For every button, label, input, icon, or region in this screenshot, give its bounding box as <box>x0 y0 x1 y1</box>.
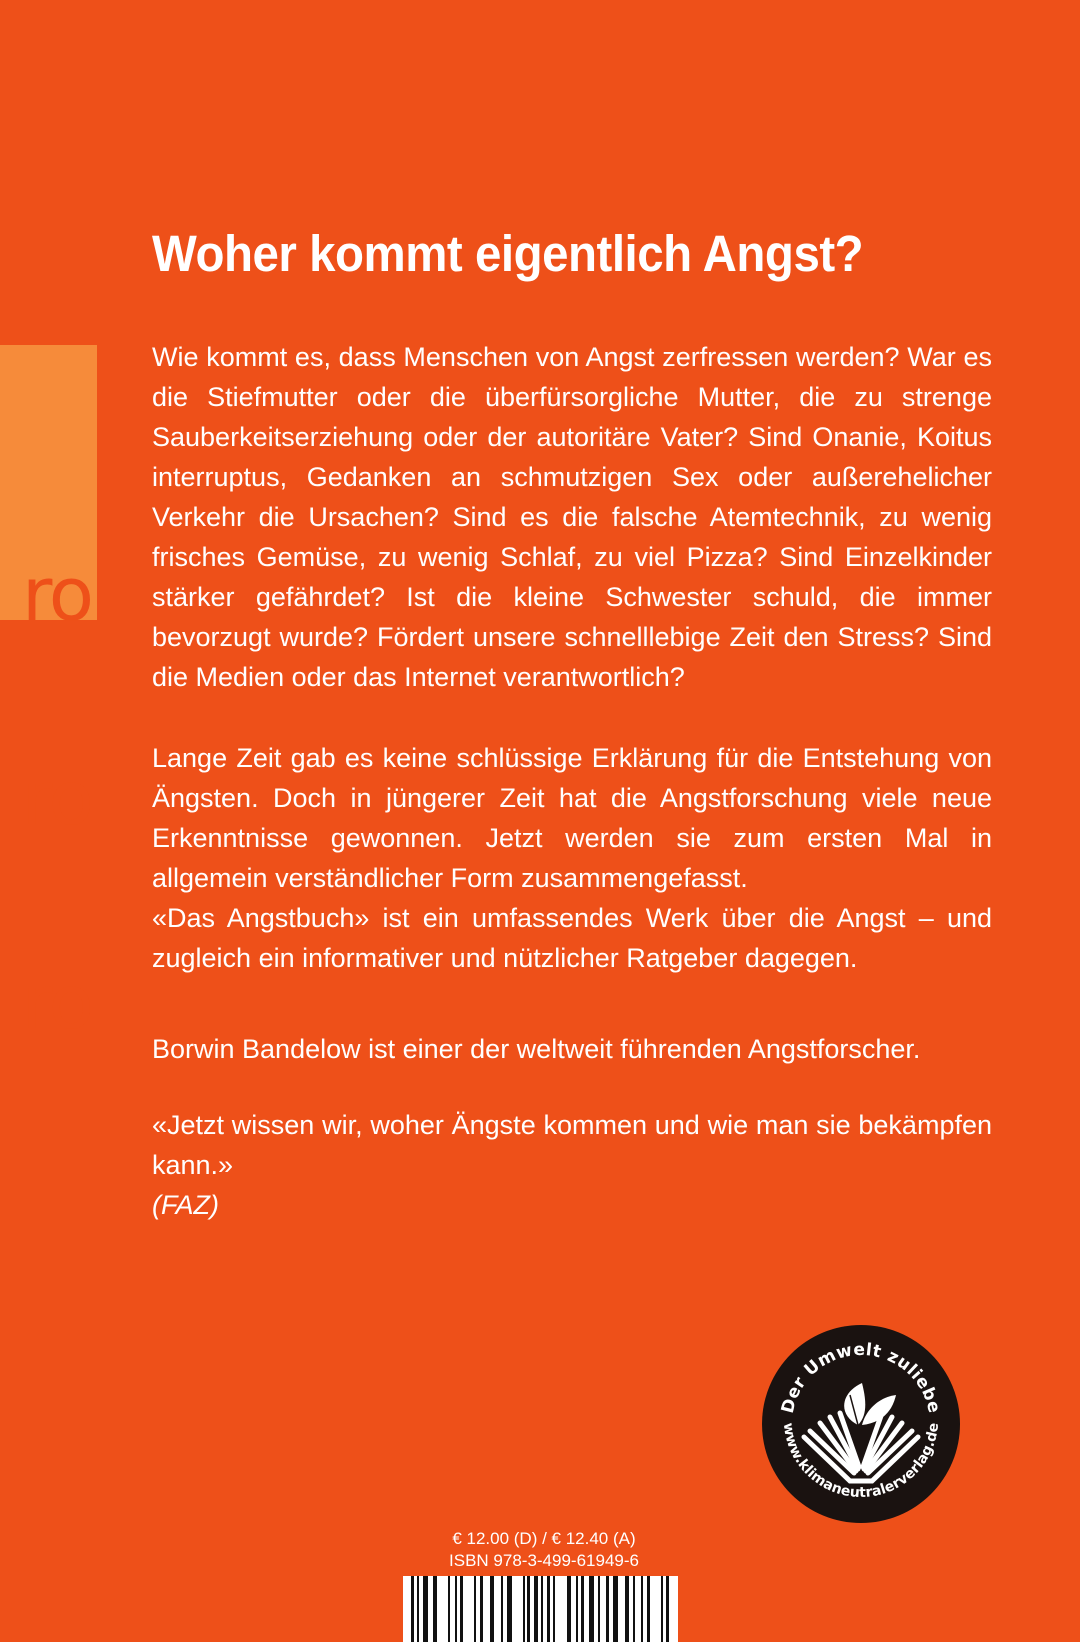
barcode <box>403 1576 678 1642</box>
publisher-logo <box>0 345 97 1046</box>
logo-line: ro <box>22 960 93 1046</box>
price-and-isbn <box>400 1528 688 1572</box>
blurb-paragraph-2-continuation: «Das Angstbuch» ist ein umfassendes Werk über die Angst – und zugleich ein informativer und nützlicher Ratgeber dagegen. <box>152 903 992 973</box>
rororo-logo-icon <box>22 425 151 1173</box>
blurb-paragraph-2-text: Lange Zeit gab es keine schlüssige Erklärung für die Entstehung von Ängsten. Doch in jüngerer Zeit hat die Angstforschung viele neue Erkenntnisse gewonnen. Jetzt werden sie zum ersten Mal in allgemein verständlicher Form zusammengefasst. <box>152 743 992 893</box>
eco-badge <box>762 1325 960 1523</box>
press-quote <box>152 1105 992 1225</box>
blurb-paragraph-1: Wie kommt es, dass Menschen von Angst zerfressen werden? War es die Stiefmutter oder die überfürsorgliche Mutter, die zu strenge Sauberkeitserziehung oder der autoritäre Vater? Sind Onanie, Koitus interruptus, Gedanken an schmutzigen Sex oder außerehelicher Verkehr die Ursachen? Sind es die falsche Atemtechnik, zu wenig frisches Gemüse, zu wenig Schlaf, zu viel Pizza? Sind Einzelkinder stärker gefährdet? Ist die kleine Schwester schuld, die immer bevorzugt wurde? Fördert unsere schnelllebige Zeit den Stress? Sind die Medien oder das Internet verantwortlich? <box>152 342 992 692</box>
quote-source: (FAZ) <box>152 1190 219 1220</box>
barcode-icon <box>403 1576 678 1642</box>
badge-bottom-text: www.klimaneutralerverlag.de <box>779 1421 943 1502</box>
badge-top-text: Der Umwelt zuliebe <box>777 1339 945 1416</box>
headline: Woher kommt eigentlich Angst? <box>152 225 864 282</box>
author-bio: Borwin Bandelow ist einer der weltweit führenden Angstforscher. <box>152 1034 921 1064</box>
leaf-icon <box>844 1383 865 1425</box>
svg-text:www.klimaneutralerverlag.de <box>780 1422 942 1501</box>
book-with-leaves-icon <box>762 1325 960 1523</box>
blurb-paragraph-2 <box>152 738 992 978</box>
price: € 12.00 (D) / € 12.40 (A) <box>452 1529 636 1548</box>
isbn: ISBN 978-3-499-61949-6 <box>449 1551 639 1570</box>
quote-text: «Jetzt wissen wir, woher Ängste kommen und wie man sie bekämpfen kann.» <box>152 1110 992 1180</box>
logo-line: ro <box>22 756 93 842</box>
logo-line: ro <box>22 552 93 638</box>
open-book-icon <box>804 1413 918 1481</box>
